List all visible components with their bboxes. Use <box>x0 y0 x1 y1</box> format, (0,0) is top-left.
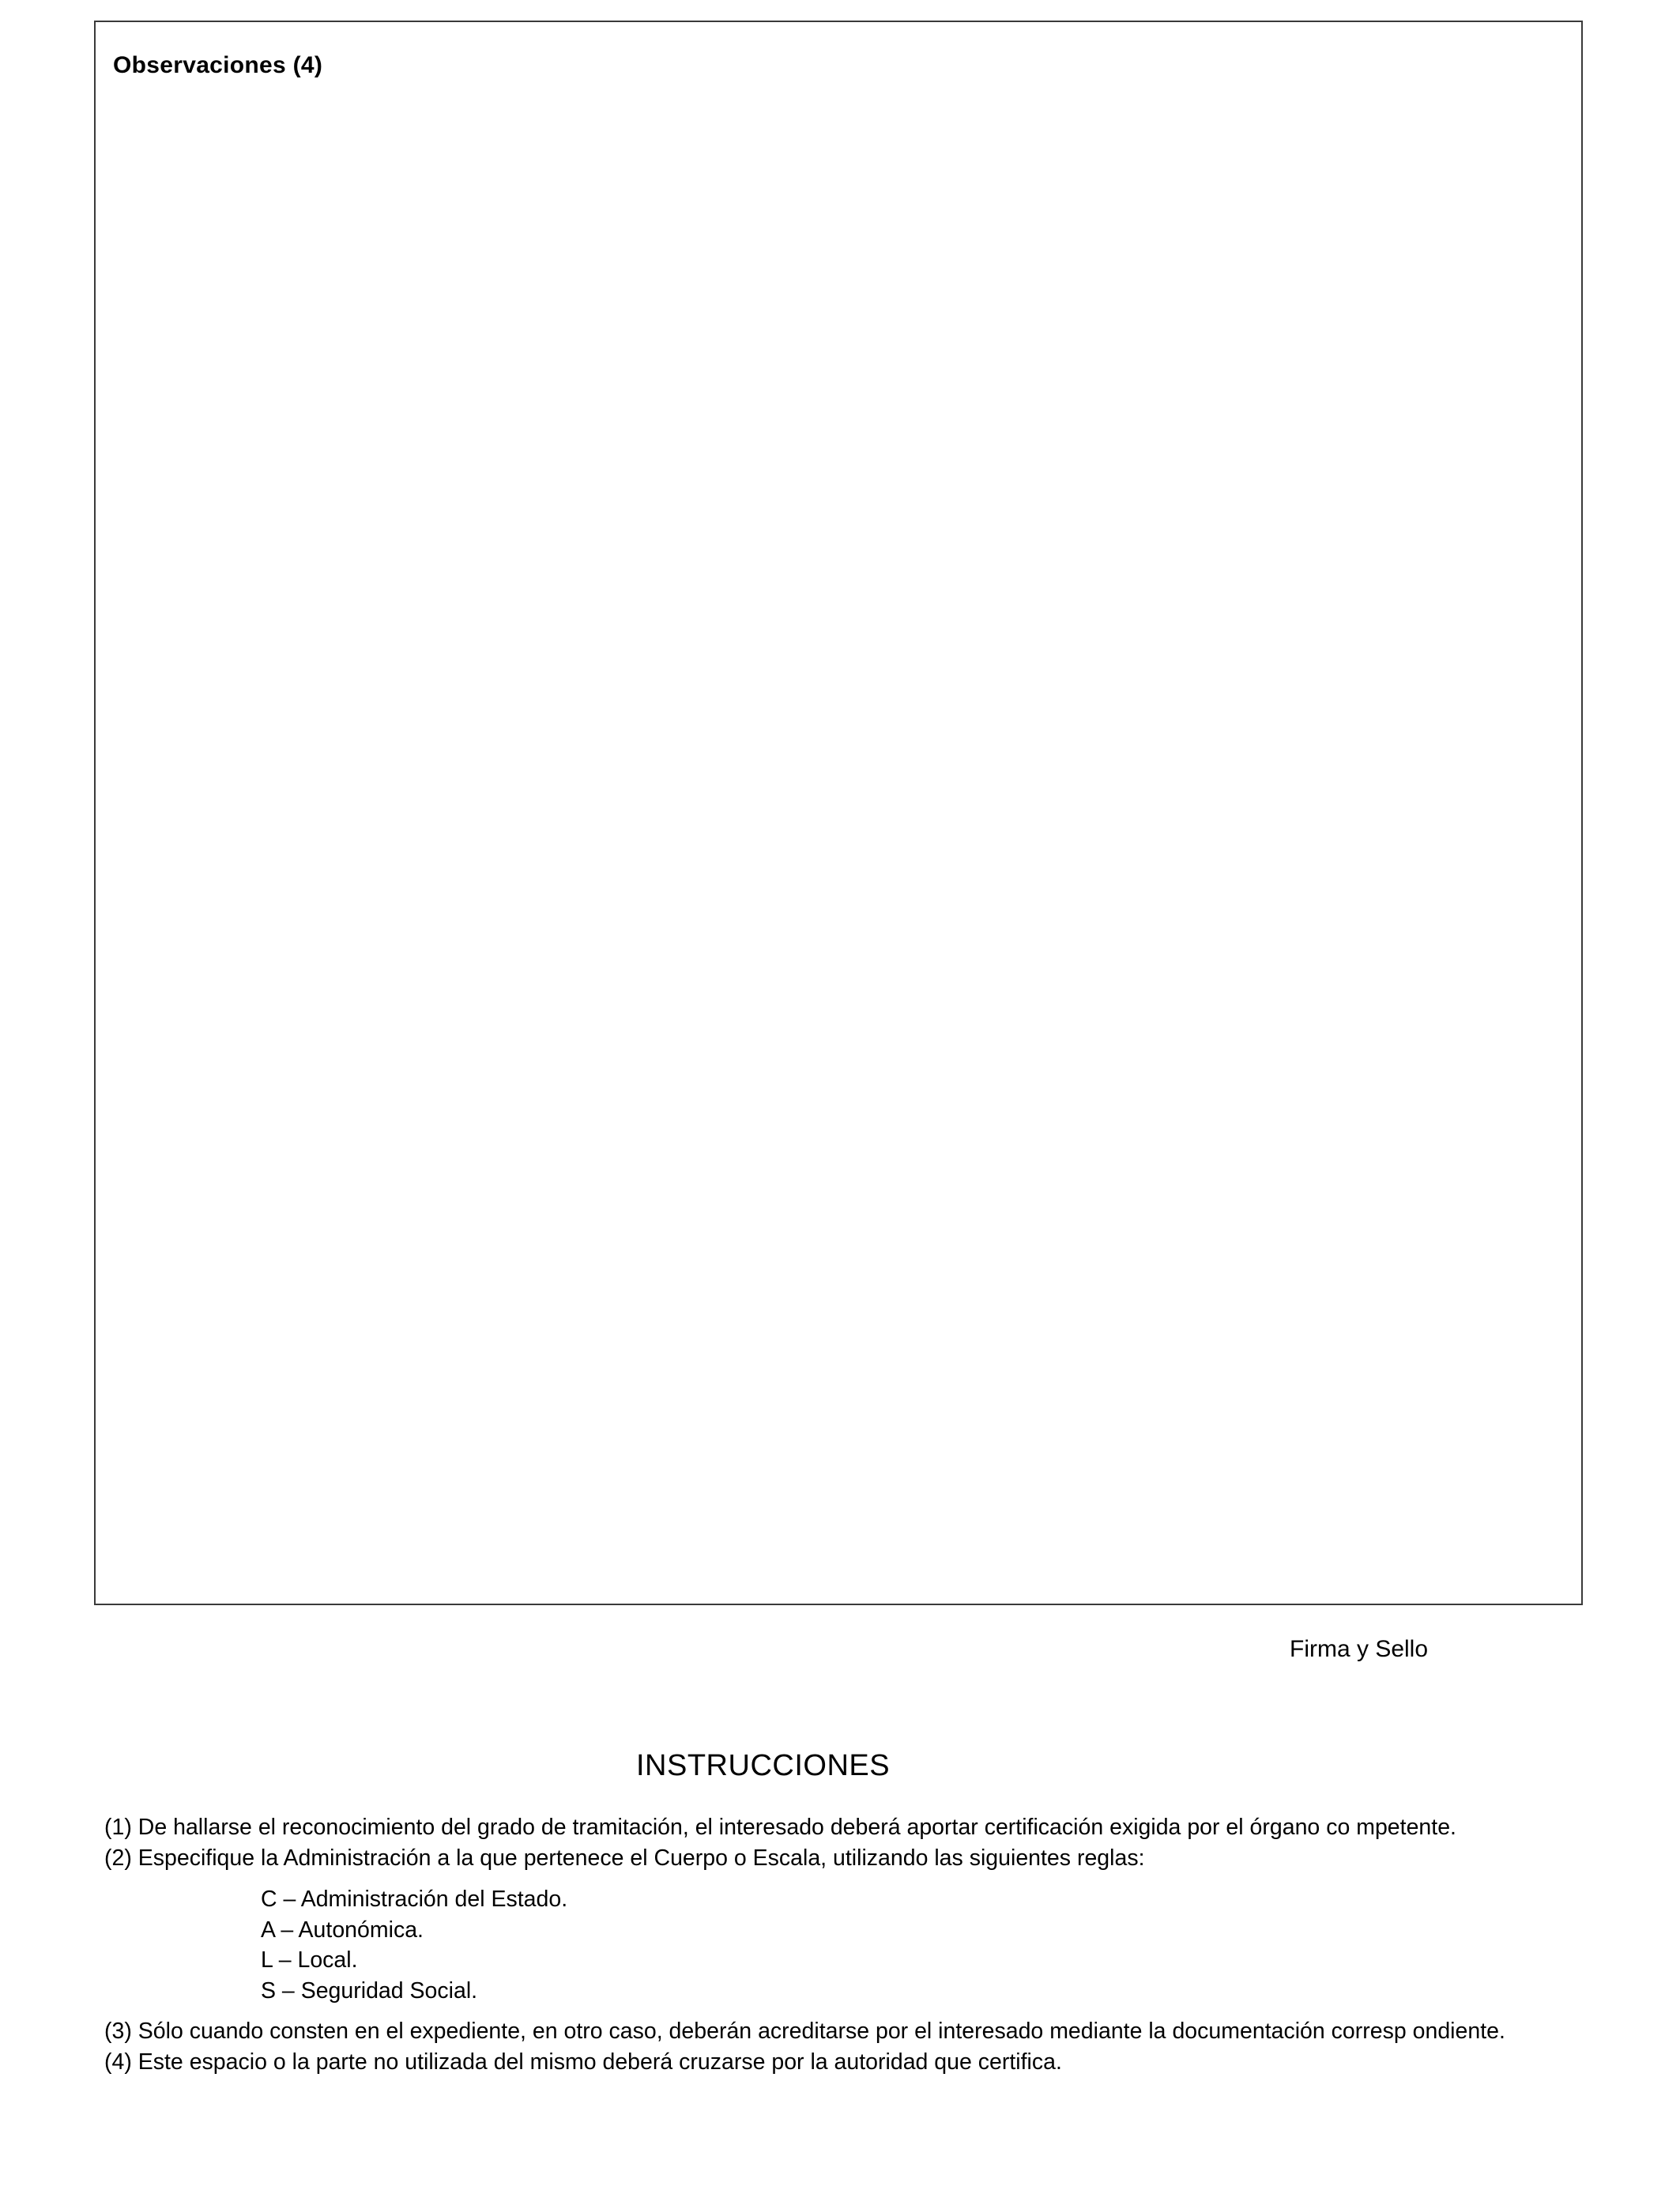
instruction-note-4: (4) Este espacio o la parte no utilizada del mismo deberá cruzarse por la autoridad que certifica. <box>104 2049 1062 2075</box>
observaciones-title: Observaciones (4) <box>113 52 323 78</box>
rule-item-l: L – Local. <box>261 1947 358 1973</box>
rule-item-c: C – Administración del Estado. <box>261 1887 568 1912</box>
instruction-note-3: (3) Sólo cuando consten en el expediente, en otro caso, deberán acreditarse por el interesado mediante la documentación corresp ondiente. <box>104 2019 1505 2044</box>
instrucciones-title: INSTRUCCIONES <box>636 1749 891 1782</box>
instruction-note-2: (2) Especifique la Administración a la que pertenece el Cuerpo o Escala, utilizando las siguientes reglas: <box>104 1845 1145 1871</box>
instruction-note-1: (1) De hallarse el reconocimiento del grado de tramitación, el interesado deberá aportar certificación exigida por el órgano co mpetente. <box>104 1815 1456 1840</box>
observaciones-box <box>94 21 1583 1605</box>
firma-y-sello-label: Firma y Sello <box>1290 1636 1429 1662</box>
rule-item-a: A – Autonómica. <box>261 1917 424 1943</box>
rule-item-s: S – Seguridad Social. <box>261 1978 478 2004</box>
